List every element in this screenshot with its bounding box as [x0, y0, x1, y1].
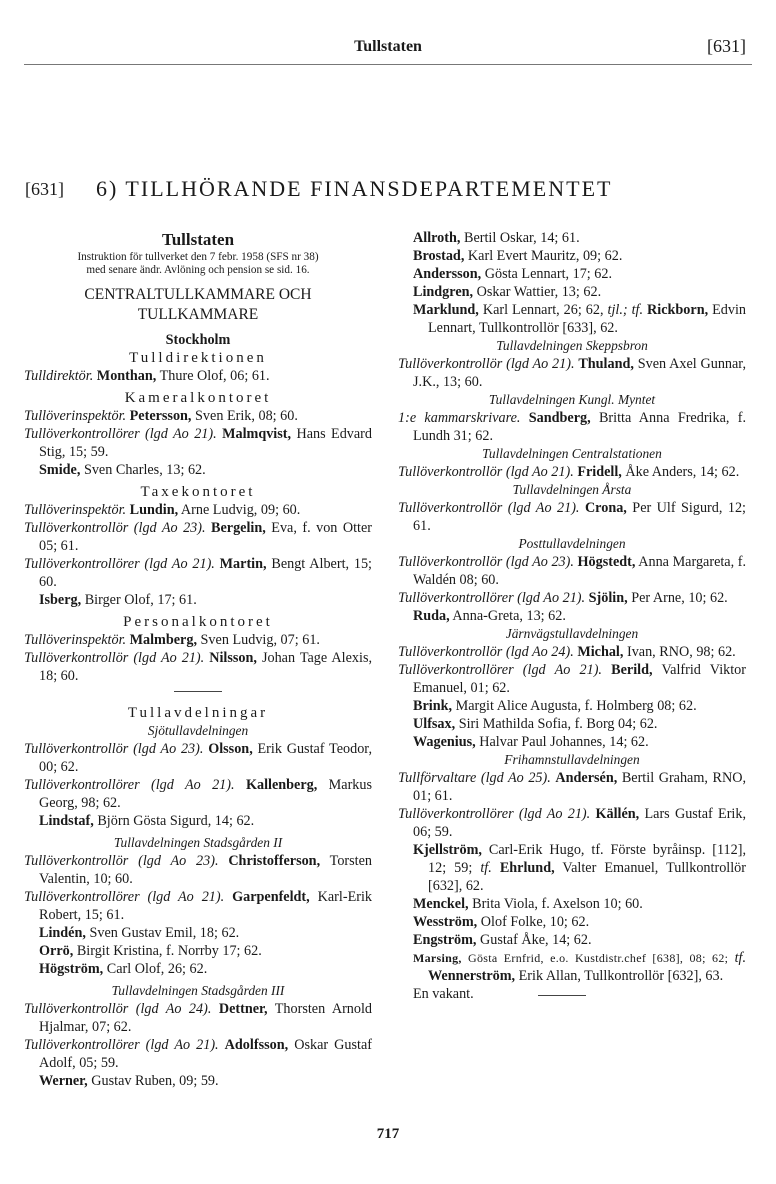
- section-title: 6) TILLHÖRANDE FINANSDEPARTEMENTET: [96, 176, 613, 201]
- page-number: 717: [376, 1126, 400, 1142]
- subheading: Tullavdelningen Stadsgården III: [111, 983, 285, 998]
- entry: Orrö, Birgit Kristina, f. Norrby 17; 62.: [39, 943, 262, 959]
- entry: Wesström, Olof Folke, 10; 62.: [413, 914, 590, 930]
- entry: Tullöverinspektör. Petersson, Sven Erik, 08; 60.: [24, 408, 298, 424]
- instruction-note: Instruktion för tullverket den 7 febr. 1958 (SFS nr 38): [77, 251, 319, 263]
- vacancy-note: En vakant.: [413, 986, 474, 1002]
- subheading: Tullavdelningen Stadsgården II: [113, 835, 283, 850]
- entry: Tullöverkontrollör (lgd Ao 21). Thuland, Sven Axel Gunnar, J.K., 13; 60.: [398, 356, 747, 390]
- running-header-title: Tullstaten: [354, 38, 422, 55]
- entry: Tullöverkontrollörer (lgd Ao 21). Berild, Valfrid Viktor Emanuel, 01; 62.: [398, 662, 746, 696]
- entry: Tullöverkontrollör (lgd Ao 21). Nilsson, Johan Tage Alexis, 18; 60.: [24, 650, 373, 684]
- divider: [538, 995, 586, 996]
- heading-kameralkontoret: Kameralkontoret: [124, 390, 272, 406]
- entry: Tullöverkontrollör (lgd Ao 24). Michal, Ivan, RNO, 98; 62.: [398, 644, 736, 660]
- entry: Tullöverkontrollör (lgd Ao 23). Christofferson, Torsten Valentin, 10; 60.: [24, 853, 373, 887]
- entry: Tullöverkontrollörer (lgd Ao 21). Martin, Bengt Albert, 15; 60.: [24, 556, 372, 590]
- heading-tullkammare: TULLKAMMARE: [137, 306, 259, 323]
- entry: Kjellström, Carl-Erik Hugo, tf. Förste byråinsp. [112], 12; 59; tf. Ehrlund, Valter Emanuel, Tullkontrollör [632], 62.: [413, 842, 746, 894]
- entry: Tullöverkontrollör (lgd Ao 23). Olsson, Erik Gustaf Teodor, 00; 62.: [24, 741, 372, 775]
- entry: Smide, Sven Charles, 13; 62.: [39, 462, 206, 478]
- entry: Tullförvaltare (lgd Ao 25). Andersén, Bertil Graham, RNO, 01; 61.: [398, 770, 746, 804]
- subheading: Frihamnstullavdelningen: [504, 752, 640, 767]
- heading-personalkontoret: Personalkontoret: [123, 614, 273, 630]
- entry: Marklund, Karl Lennart, 26; 62, tjl.; tf. Rickborn, Edvin Lennart, Tullkontrollör [633], 62.: [413, 302, 747, 336]
- entry: Tullöverkontrollörer (lgd Ao 21). Källén, Lars Gustaf Erik, 06; 59.: [398, 806, 747, 840]
- entry: Isberg, Birger Olof, 17; 61.: [39, 592, 197, 608]
- right-column: [398, 229, 747, 1002]
- entry: Högström, Carl Olof, 26; 62.: [39, 961, 208, 977]
- entry: Brink, Margit Alice Augusta, f. Holmberg 08; 62.: [413, 698, 697, 714]
- running-header-page-ref: [631]: [707, 36, 746, 56]
- header-rule: [24, 64, 752, 65]
- divider: [174, 691, 222, 692]
- entry: Wagenius, Halvar Paul Johannes, 14; 62.: [413, 734, 649, 750]
- entry: Brostad, Karl Evert Mauritz, 09; 62.: [413, 248, 623, 264]
- entry: Tullöverkontrollörer (lgd Ao 21). Sjölin, Per Arne, 10; 62.: [398, 590, 728, 606]
- heading-taxekontoret: Taxekontoret: [140, 484, 256, 500]
- subheading: Tullavdelningen Centralstationen: [482, 446, 662, 461]
- subheading: Posttullavdelningen: [518, 536, 626, 551]
- entry: Ruda, Anna-Greta, 13; 62.: [413, 608, 566, 624]
- heading-tullavdelningar: Tullavdelningar: [127, 705, 269, 721]
- entry: Ulfsax, Siri Mathilda Sofia, f. Borg 04; 62.: [413, 716, 658, 732]
- entry: Andersson, Gösta Lennart, 17; 62.: [413, 266, 613, 282]
- left-column: [24, 229, 372, 1090]
- subheading: Tullavdelningen Skeppsbron: [496, 338, 648, 353]
- section-number: [631]: [25, 179, 64, 199]
- entry: 1:e kammarskrivare. Sandberg, Britta Anna Fredrika, f. Lundh 31; 62.: [398, 410, 747, 444]
- entry: Lindgren, Oskar Wattier, 13; 62.: [413, 284, 602, 300]
- entry: Tullöverinspektör. Malmberg, Sven Ludvig, 07; 61.: [24, 632, 320, 648]
- entry: Tullöverkontrollörer (lgd Ao 21). Kallenberg, Markus Georg, 98; 62.: [24, 777, 373, 811]
- entry: Tullöverkontrollörer (lgd Ao 21). Garpenfeldt, Karl-Erik Robert, 15; 61.: [24, 889, 372, 923]
- entry: Marsing, Gösta Ernfrid, e.o. Kustdistr.chef [638], 08; 62; tf. Wennerström, Erik Allan, Tullkontrollör [632], 63.: [413, 950, 746, 984]
- entry: Engström, Gustaf Åke, 14; 62.: [413, 932, 592, 948]
- heading-centraltullkammare: CENTRALTULLKAMMARE OCH: [84, 286, 312, 303]
- subheading: Järnvägstullavdelningen: [505, 626, 639, 641]
- main-title: Tullstaten: [161, 230, 235, 249]
- entry: Tullöverkontrollör (lgd Ao 23). Bergelin, Eva, f. von Otter 05; 61.: [24, 520, 373, 554]
- entry: Lindén, Sven Gustav Emil, 18; 62.: [39, 925, 240, 941]
- entry: Tullöverkontrollör (lgd Ao 21). Fridell, Åke Anders, 14; 62.: [398, 464, 740, 480]
- heading-tulldirektionen: Tulldirektionen: [129, 350, 267, 366]
- entry: Tulldirektör. Monthan, Thure Olof, 06; 61.: [24, 368, 270, 384]
- entry: Tullöverkontrollör (lgd Ao 23). Högstedt, Anna Margareta, f. Waldén 08; 60.: [398, 554, 747, 588]
- entry: Tullöverkontrollör (lgd Ao 24). Dettner, Thorsten Arnold Hjalmar, 07; 62.: [24, 1001, 373, 1035]
- subheading: Tullavdelningen Årsta: [512, 482, 632, 497]
- heading-stockholm: Stockholm: [165, 332, 231, 348]
- entry: Tullöverinspektör. Lundin, Arne Ludvig, 09; 60.: [24, 502, 301, 518]
- entry: Tullöverkontrollör (lgd Ao 21). Crona, Per Ulf Sigurd, 12; 61.: [398, 500, 747, 534]
- subheading: Tullavdelningen Kungl. Myntet: [488, 392, 656, 407]
- entry: Menckel, Brita Viola, f. Axelson 10; 60.: [413, 896, 643, 912]
- entry: Werner, Gustav Ruben, 09; 59.: [39, 1073, 219, 1089]
- subheading: Sjötullavdelningen: [147, 723, 249, 738]
- entry: Tullöverkontrollörer (lgd Ao 21). Adolfsson, Oskar Gustaf Adolf, 05; 59.: [24, 1037, 372, 1071]
- entry: Allroth, Bertil Oskar, 14; 61.: [413, 230, 580, 246]
- instruction-note-2: med senare ändr. Avlöning och pension se sid. 16.: [86, 264, 310, 276]
- entry: Lindstaf, Björn Gösta Sigurd, 14; 62.: [39, 813, 255, 829]
- entry: Tullöverkontrollörer (lgd Ao 21). Malmqvist, Hans Edvard Stig, 15; 59.: [24, 426, 372, 460]
